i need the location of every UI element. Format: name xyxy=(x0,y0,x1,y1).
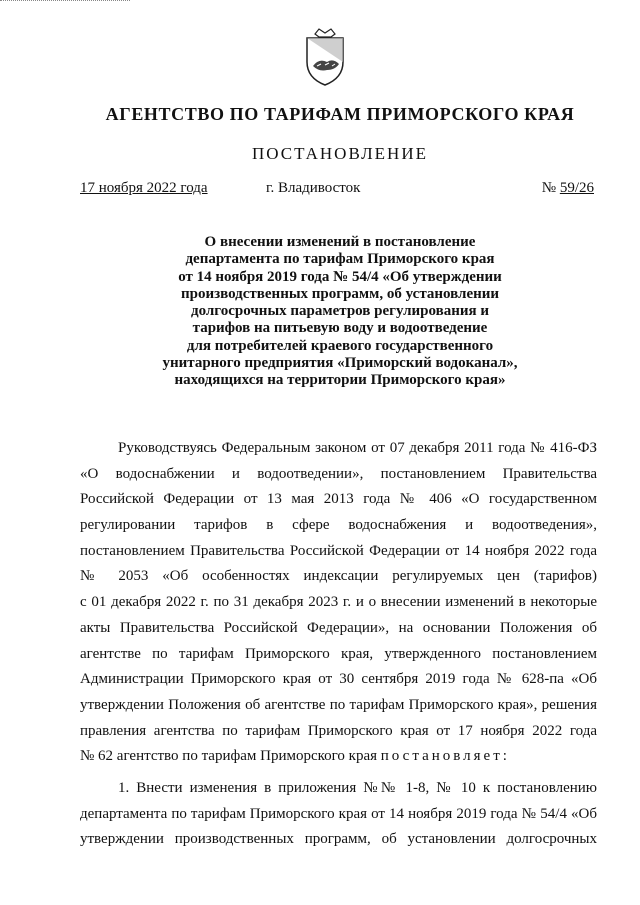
document-title xyxy=(120,234,560,390)
resolution-verb: постановляет: xyxy=(380,748,510,765)
resolution-prefix: № 62 агентство по тарифам Приморского края xyxy=(80,748,381,765)
title-line: тарифов на питьевую воду и водоотведение xyxy=(192,320,488,337)
body-line: Администрации Приморского края от 30 сентября 2019 года № 628-па «Об xyxy=(80,671,597,688)
title-line: департамента по тарифам Приморского края xyxy=(185,251,495,268)
body-line: правления агентства по тарифам Приморского края от 17 ноября 2022 года xyxy=(80,722,597,739)
body-line: утверждении Положения об агентстве по тарифам Приморского края», решения xyxy=(80,696,597,713)
body-line: Российской Федерации от 13 мая 2013 года № 406 «О государственном xyxy=(80,491,597,508)
title-line: находящихся на территории Приморского края» xyxy=(174,372,506,389)
body-line: агентстве по тарифам Приморского края, утвержденного постановлением xyxy=(80,645,597,662)
title-line: от 14 ноября 2019 года № 54/4 «Об утверждении xyxy=(178,268,502,285)
title-line: для потребителей краевого государственного xyxy=(186,337,494,354)
title-line: унитарного предприятия «Приморский водоканал», xyxy=(162,355,518,372)
number-value: 59/26 xyxy=(559,180,594,196)
item-line: утверждении производственных программ, об установлении долгосрочных xyxy=(80,831,597,848)
title-line: производственных программ, об установлении xyxy=(180,285,500,302)
document-city: г. Владивосток xyxy=(266,180,361,196)
agency-name: АГЕНТСТВО ПО ТАРИФАМ ПРИМОРСКОГО КРАЯ xyxy=(105,104,575,124)
title-line: долгосрочных параметров регулирования и xyxy=(190,303,489,320)
item-line: 1. Внести изменения в приложения №№ 1-8, № 10 к постановлению xyxy=(118,779,597,796)
item-line: департамента по тарифам Приморского края от 14 ноября 2019 года № 54/4 «Об xyxy=(80,805,597,822)
title-line: О внесении изменений в постановление xyxy=(204,234,476,250)
document-number xyxy=(542,180,594,197)
body-line: регулировании тарифов в сфере водоснабжения и водоотведения», xyxy=(80,517,597,534)
number-prefix: № xyxy=(541,180,557,196)
coat-of-arms-icon xyxy=(303,28,347,86)
document-type: ПОСТАНОВЛЕНИЕ xyxy=(251,144,428,163)
body-line: № 2053 «Об особенностях индексации регулируемых цен (тарифов) xyxy=(80,568,597,585)
document-body xyxy=(80,436,597,853)
scan-top-mark xyxy=(0,0,130,1)
body-line: «О водоснабжении и водоотведении», постановлением Правительства xyxy=(80,465,597,482)
body-line-resolution xyxy=(80,744,597,770)
body-line: постановлением Правительства Российской Федерации от 14 ноября 2022 года xyxy=(80,542,597,559)
body-line: с 01 декабря 2022 г. по 31 декабря 2023 г. и о внесении изменений в некоторые xyxy=(80,594,597,611)
document-date: 17 ноября 2022 года xyxy=(80,180,208,196)
body-line: Руководствуясь Федеральным законом от 07 декабря 2011 года № 416-ФЗ xyxy=(118,440,597,456)
body-line: акты Правительства Российской Федерации», на основании Положения об xyxy=(80,619,597,636)
